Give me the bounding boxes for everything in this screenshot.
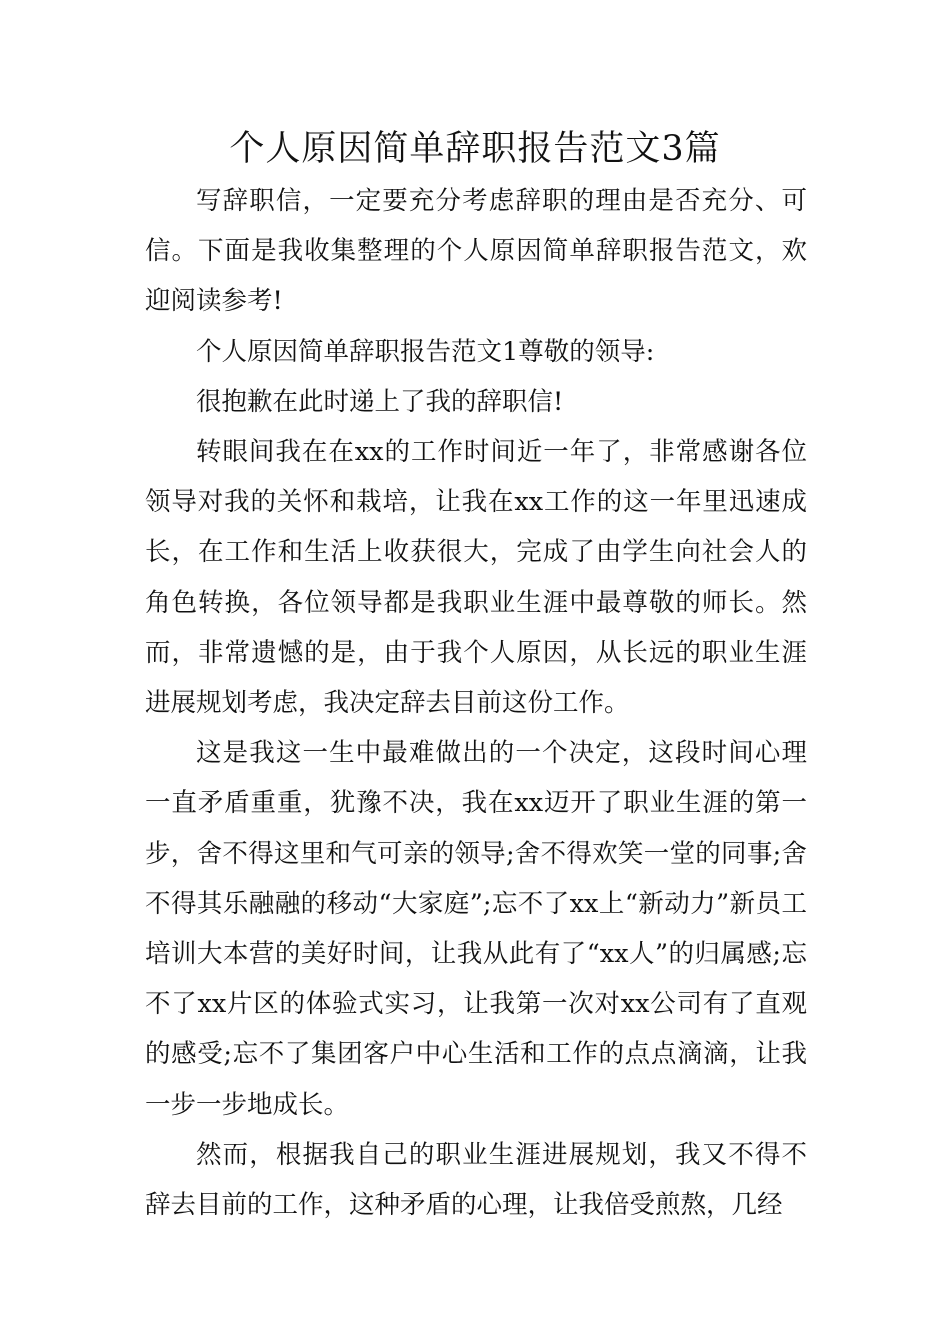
paragraph-apology: 很抱歉在此时递上了我的辞职信! [196, 386, 564, 417]
paragraph-salutation: 个人原因简单辞职报告范文1尊敬的领导: [196, 336, 655, 367]
document-body [145, 176, 807, 1230]
paragraph-gratitude: 转眼间我在在xx的工作时间近一年了，非常感谢各位领导对我的关怀和栽培，让我在xx工作的这一年里迅速成长，在工作和生活上收获很大，完成了由学生向社会人的角色转换，各位领导都是我职业生涯中最尊敬的师长。然而，非常遗憾的是，由于我个人原因，从长远的职业生涯进展规划考虑，我决定辞去目前这份工作。 [145, 437, 807, 719]
paragraph-conflict: 然而，根据我自己的职业生涯进展规划，我又不得不辞去目前的工作，这种矛盾的心理，让我倍受煎熬，几经 [145, 1139, 807, 1221]
paragraph-intro: 写辞职信，一定要充分考虑辞职的理由是否充分、可信。下面是我收集整理的个人原因简单辞职报告范文，欢迎阅读参考! [145, 186, 807, 317]
paragraph-decision: 这是我这一生中最难做出的一个决定，这段时间心理一直矛盾重重，犹豫不决，我在xx迈开了职业生涯的第一步，舍不得这里和气可亲的领导;舍不得欢笑一堂的同事;舍不得其乐融融的移动“大家庭”;忘不了xx上“新动力”新员工培训大本营的美好时间，让我从此有了“xx人”的归属感;忘不了xx片区的体验式实习，让我第一次对xx公司有了直观的感受;忘不了集团客户中心生活和工作的点点滴滴，让我一步一步地成长。 [145, 738, 807, 1120]
document-title: 个人原因简单辞职报告范文3篇 [229, 129, 721, 169]
